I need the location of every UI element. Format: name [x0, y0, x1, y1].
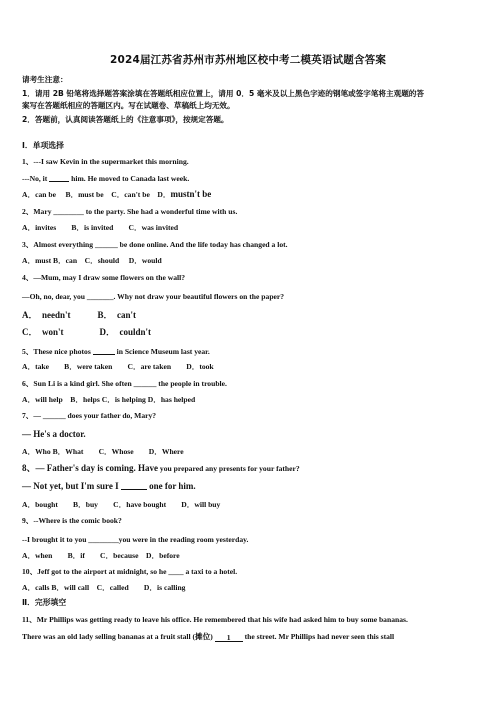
section-heading-single-choice: Ⅰ．单项选择 — [22, 141, 64, 150]
q1-line2-post: him. He moved to Canada last week. — [71, 174, 190, 183]
q11-line2 — [22, 632, 478, 642]
q4-options-cd: C． won't D． couldn't — [22, 327, 152, 337]
q5-blank — [93, 346, 115, 355]
q1-blank — [49, 173, 69, 182]
q1-options — [22, 189, 478, 200]
q8-line2 — [22, 481, 478, 491]
q5-stem — [22, 346, 478, 357]
q8-line2-pre: — Not yet, but I'm sure I — [22, 481, 119, 491]
q8-stem — [22, 463, 478, 474]
q3-stem: 3、Almost everything ______ be done online. And the life today has changed a lot. — [22, 240, 288, 249]
q5-stem-pre: 5、These nice photos — [22, 347, 91, 356]
q1-line2 — [22, 173, 478, 184]
q2-options: A．invites B．is invited C．was invited — [22, 223, 179, 232]
section-heading-cloze: Ⅱ．完形填空 — [22, 598, 67, 607]
q3-options: A．must B．can C．should D．would — [22, 256, 162, 265]
notice-item-2: 2．答题前，认真阅读答题纸上的《注意事项》，按规定答题。 — [22, 115, 229, 124]
q10-stem: 10、Jeff got to the airport at midnight, so he ____ a taxi to a hotel. — [22, 567, 238, 576]
q8-blank — [121, 481, 147, 490]
q8-stem-b: you prepared any presents for your father? — [159, 464, 300, 473]
q1-options-abc: A．can be B．must be C．can't be D． — [22, 190, 171, 199]
notice-heading: 请考生注意： — [22, 75, 68, 84]
q7-stem: 7、— ______ does your father do, Mary? — [22, 411, 157, 420]
q11-line2-pre: There was an old lady selling bananas at a fruit stall (摊位) — [22, 632, 213, 641]
q5-options: A．take B．were taken C．are taken D．took — [22, 362, 214, 371]
q11-line2-post: the street. Mr Phillips had never seen this stall — [244, 632, 395, 641]
q9-options: A．when B．if C．because D．before — [22, 551, 180, 560]
notice-item-1: 1．请用 2B 铅笔将选择题答案涂填在答题纸相应位置上，请用 0．5 毫米及以上黑色字迹的钢笔或签字笔将主观题的答 — [22, 89, 424, 98]
q4-line2: —Oh, no, dear, you _______. Why not draw your beautiful flowers on the paper? — [22, 292, 285, 301]
q1-stem: 1、---I saw Kevin in the supermarket this morning. — [22, 157, 189, 166]
notice-item-1-cont: 案写在答题纸相应的答题区内。写在试题卷、草稿纸上均无效。 — [22, 101, 235, 110]
q8-options: A．bought B．buy C．have bought D．will buy — [22, 500, 221, 509]
q4-options-ab: A． needn't B． can't — [22, 310, 137, 320]
q11-line1: 11、Mr Phillips was getting ready to leave his office. He remembered that his wife had asked him to buy some bananas. — [22, 615, 408, 624]
q6-options: A．will help B．helps C．is helping D．has helped — [22, 395, 196, 404]
q7-line2: — He's a doctor. — [22, 429, 86, 439]
q5-stem-post: in Science Museum last year. — [116, 347, 210, 356]
page-title: 2024届江苏省苏州市苏州地区校中考二模英语试题含答案 — [109, 54, 387, 66]
q1-option-d: mustn't be — [170, 189, 212, 199]
q10-options: A．calls B．will call C．called D．is calling — [22, 583, 186, 592]
q8-stem-a: 8、— Father's day is coming. Have — [22, 463, 158, 473]
q8-line2-post: one for him. — [149, 481, 196, 491]
q2-stem: 2、Mary ________ to the party. She had a wonderful time with us. — [22, 207, 238, 216]
q4-stem: 4、—Mum, may I draw some flowers on the wall? — [22, 273, 186, 282]
q6-stem: 6、Sun Li is a kind girl. She often ______ the people in trouble. — [22, 379, 227, 388]
q9-stem: 9、--Where is the comic book? — [22, 516, 122, 525]
q9-line2: --I brought it to you ________you were in the reading room yesterday. — [22, 535, 249, 544]
q1-line2-pre: ---No, it — [22, 174, 48, 183]
q11-blank-1: 1 — [215, 633, 243, 642]
q7-options: A．Who B．What C．Whose D．Where — [22, 447, 184, 456]
